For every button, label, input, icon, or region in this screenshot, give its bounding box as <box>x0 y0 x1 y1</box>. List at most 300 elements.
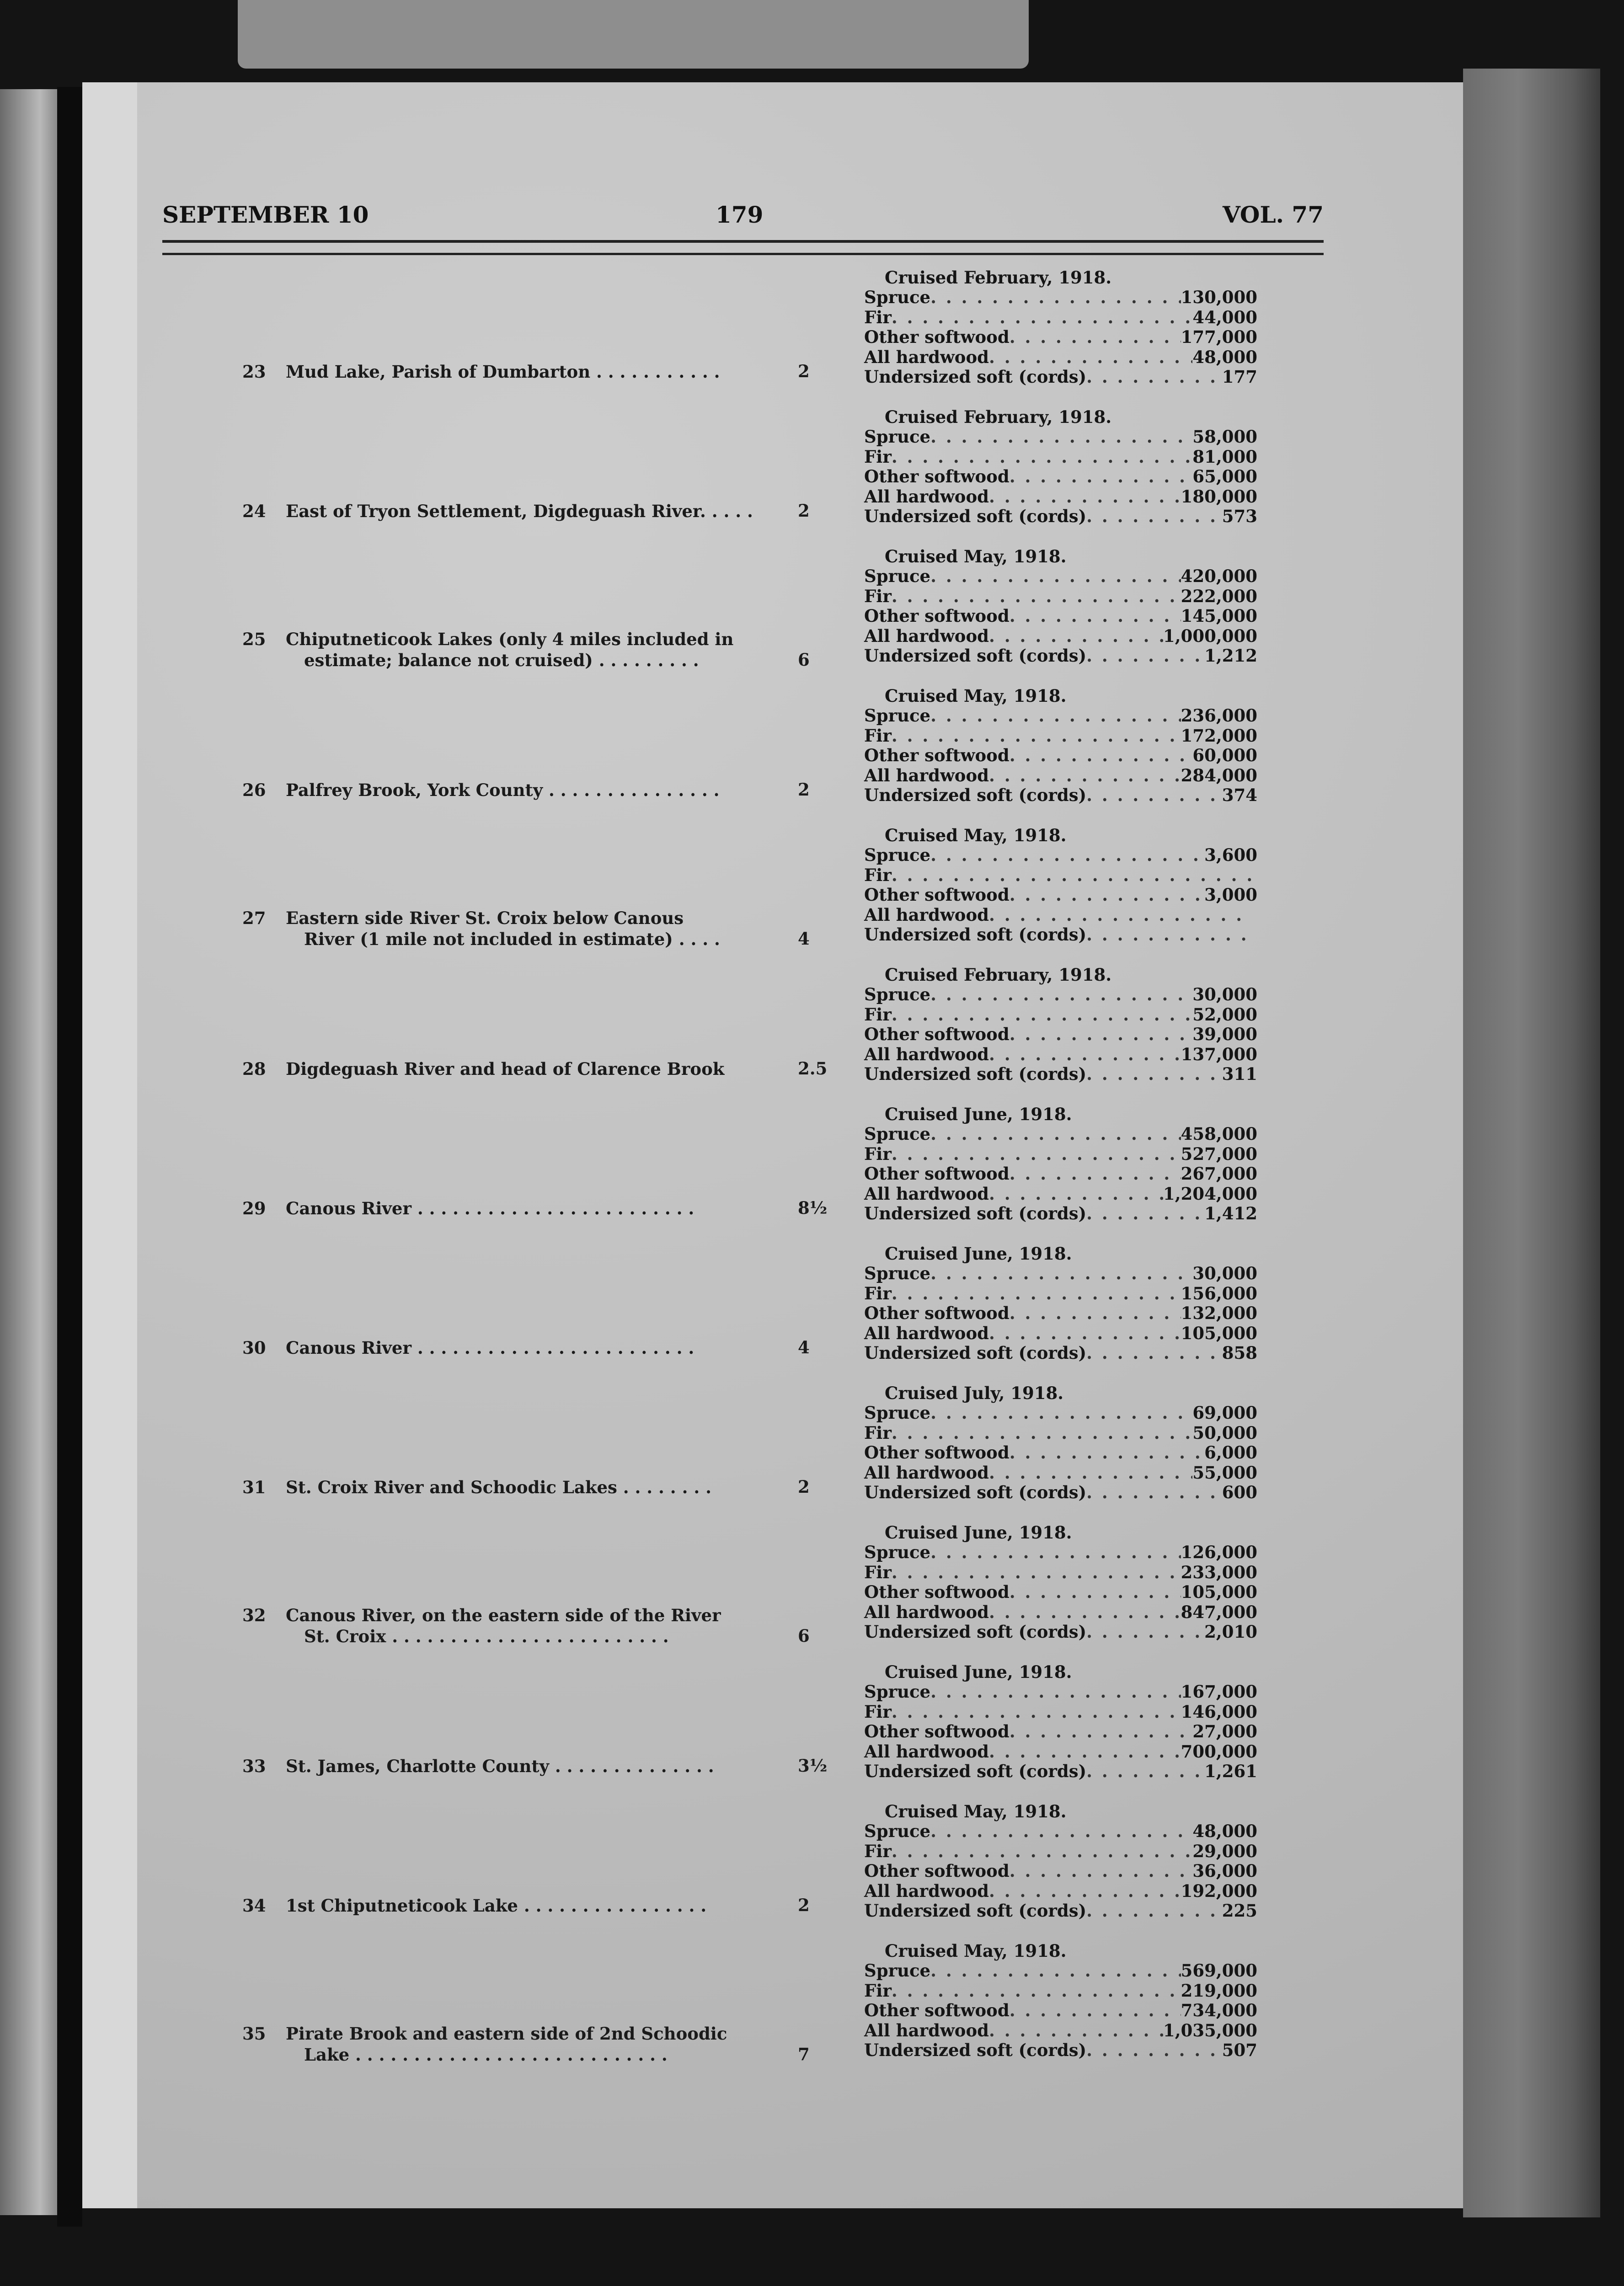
leader-dots <box>989 1463 1192 1483</box>
table-row <box>0 960 1624 1097</box>
timber-row <box>864 1025 1257 1045</box>
timber-quantity: 236,000 <box>1181 705 1257 726</box>
timber-row <box>864 327 1257 347</box>
leader-dots <box>989 1602 1181 1623</box>
location-line-continued <box>242 929 809 950</box>
timber-row <box>864 1483 1257 1503</box>
page-number: 179 <box>716 201 764 228</box>
entry-number: 35 <box>242 2024 266 2044</box>
table-row <box>0 1518 1624 1655</box>
location-name: Pirate Brook and eastern side of 2nd Schoodic <box>286 2024 727 2044</box>
timber-row <box>864 1343 1257 1363</box>
timber-type: Spruce <box>864 705 931 726</box>
timber-row <box>864 785 1257 806</box>
leader-dots <box>1010 1861 1193 1881</box>
area-miles: 2.5 <box>798 1058 828 1079</box>
timber-row <box>864 1842 1257 1862</box>
area-miles: 2 <box>798 501 810 521</box>
timber-row <box>864 288 1257 308</box>
leader-dots <box>930 1543 1181 1563</box>
entry-number: 26 <box>242 780 266 800</box>
timber-type: Undersized soft (cords) <box>864 785 1087 805</box>
location-line <box>242 780 809 801</box>
table-row <box>0 1100 1624 1237</box>
leader-dots <box>1086 785 1222 806</box>
timber-type: All hardwood <box>864 1602 989 1622</box>
table-row <box>0 1657 1624 1795</box>
area-miles: 6 <box>798 650 810 670</box>
timber-quantity: 58,000 <box>1192 427 1257 447</box>
timber-type: Undersized soft (cords) <box>864 1622 1087 1642</box>
timber-quantity: 180,000 <box>1181 486 1257 507</box>
leader-dots <box>1010 1722 1193 1742</box>
cruise-details <box>864 1244 1257 1363</box>
timber-quantity: 222,000 <box>1181 586 1257 606</box>
timber-row <box>864 2021 1257 2041</box>
leader-dots <box>892 447 1193 467</box>
timber-quantity <box>1253 905 1257 925</box>
leader-dots <box>989 1742 1181 1762</box>
timber-row <box>864 1324 1257 1344</box>
entry-number: 28 <box>242 1059 266 1079</box>
timber-row <box>864 706 1257 726</box>
area-miles: 3½ <box>798 1756 828 1776</box>
timber-row <box>864 1543 1257 1563</box>
timber-quantity: 126,000 <box>1181 1542 1257 1562</box>
timber-type: All hardwood <box>864 1183 989 1204</box>
timber-type: Fir <box>864 307 892 327</box>
timber-quantity: 420,000 <box>1181 566 1257 586</box>
timber-row <box>864 845 1257 865</box>
timber-quantity: 1,261 <box>1204 1761 1257 1781</box>
location-line <box>242 1756 809 1777</box>
timber-type: Undersized soft (cords) <box>864 1482 1087 1502</box>
timber-quantity: 573 <box>1222 506 1257 526</box>
timber-quantity: 3,000 <box>1204 885 1257 905</box>
location-cell <box>242 1337 809 1358</box>
location-name: estimate; balance not cruised) . . . . . . . . . <box>304 650 699 670</box>
table-row <box>0 681 1624 818</box>
timber-row <box>864 467 1257 487</box>
table-row <box>0 1378 1624 1516</box>
timber-row <box>864 1423 1257 1443</box>
timber-type: Spruce <box>864 845 931 865</box>
table-row <box>0 821 1624 958</box>
leader-dots <box>892 1423 1193 1443</box>
timber-type: Fir <box>864 1562 892 1582</box>
timber-quantity: 81,000 <box>1192 446 1257 467</box>
location-name: Lake . . . . . . . . . . . . . . . . . . . . . . . . . . . <box>304 2045 668 2065</box>
timber-type: Other softwood <box>864 327 1010 347</box>
timber-row <box>864 1184 1257 1204</box>
timber-row <box>864 347 1257 368</box>
timber-type: Fir <box>864 586 892 606</box>
cruise-details <box>864 1941 1257 2061</box>
timber-row <box>864 1981 1257 2001</box>
location-cell <box>242 501 809 522</box>
timber-type: Other softwood <box>864 466 1010 486</box>
timber-row <box>864 925 1257 945</box>
timber-row <box>864 1144 1257 1164</box>
cruise-date: Cruised May, 1918. <box>885 825 1067 845</box>
timber-type: Other softwood <box>864 1164 1010 1184</box>
timber-type: Spruce <box>864 1124 931 1144</box>
timber-row <box>864 566 1257 587</box>
timber-quantity: 27,000 <box>1192 1721 1257 1741</box>
page-header <box>162 201 1324 229</box>
timber-quantity: 569,000 <box>1181 1960 1257 1981</box>
leader-dots <box>892 1144 1181 1164</box>
timber-type: Fir <box>864 1980 892 2001</box>
entry-number: 25 <box>242 629 266 649</box>
leader-dots <box>1010 1443 1204 1463</box>
timber-quantity: 146,000 <box>1181 1701 1257 1722</box>
cruise-details <box>864 407 1257 527</box>
location-line <box>242 1058 809 1079</box>
cruise-date: Cruised February, 1918. <box>885 965 1112 985</box>
leader-dots <box>1086 646 1204 666</box>
timber-row <box>864 1682 1257 1702</box>
timber-type: Fir <box>864 1283 892 1303</box>
cruise-date: Cruised February, 1918. <box>885 267 1112 288</box>
timber-row <box>864 1463 1257 1483</box>
table-row <box>0 1797 1624 1934</box>
entry-number: 27 <box>242 908 266 928</box>
timber-type: Other softwood <box>864 2000 1010 2020</box>
leader-dots <box>930 1124 1181 1144</box>
entry-number: 29 <box>242 1198 266 1218</box>
leader-dots <box>1010 2001 1181 2021</box>
timber-row <box>864 1961 1257 1981</box>
location-line <box>242 1895 809 1916</box>
timber-type: Undersized soft (cords) <box>864 1343 1087 1363</box>
timber-type: Other softwood <box>864 606 1010 626</box>
leader-dots <box>1010 467 1193 487</box>
timber-row <box>864 1563 1257 1583</box>
leader-dots <box>989 1324 1181 1344</box>
cruise-date: Cruised July, 1918. <box>885 1383 1064 1403</box>
location-cell <box>242 908 809 950</box>
leader-dots <box>989 1184 1163 1204</box>
leader-dots <box>930 566 1181 587</box>
timber-quantity: 225 <box>1222 1901 1257 1921</box>
timber-type: Other softwood <box>864 1582 1010 1602</box>
timber-type: Fir <box>864 446 892 467</box>
timber-type: Spruce <box>864 1682 931 1702</box>
timber-type: Spruce <box>864 427 931 447</box>
timber-row <box>864 507 1257 527</box>
location-name: 1st Chiputneticook Lake . . . . . . . . . . . . . . . . <box>286 1896 707 1916</box>
location-line <box>242 2023 809 2044</box>
header-date: SEPTEMBER 10 <box>162 201 369 228</box>
timber-type: Spruce <box>864 566 931 586</box>
timber-row <box>864 1602 1257 1623</box>
cruise-date: Cruised February, 1918. <box>885 407 1112 427</box>
cruise-date: Cruised June, 1918. <box>885 1522 1072 1543</box>
timber-row <box>864 726 1257 746</box>
cruise-date: Cruised May, 1918. <box>885 686 1067 706</box>
timber-quantity: 172,000 <box>1181 725 1257 746</box>
timber-quantity: 858 <box>1222 1343 1257 1363</box>
leader-dots <box>1086 1343 1222 1363</box>
location-line <box>242 629 809 650</box>
leader-dots <box>1010 1164 1181 1184</box>
timber-quantity: 527,000 <box>1181 1143 1257 1164</box>
timber-row <box>864 1303 1257 1324</box>
leader-dots <box>989 1881 1181 1901</box>
timber-quantity: 55,000 <box>1192 1462 1257 1483</box>
timber-row <box>864 427 1257 447</box>
location-line <box>242 1477 809 1498</box>
leader-dots <box>930 845 1204 865</box>
timber-row <box>864 865 1257 886</box>
location-name: Palfrey Brook, York County . . . . . . . . . . . . . . . <box>286 780 720 800</box>
timber-row <box>864 587 1257 607</box>
timber-row <box>864 1722 1257 1742</box>
leader-dots <box>989 2021 1163 2041</box>
timber-quantity: 50,000 <box>1192 1422 1257 1443</box>
timber-quantity: 1,212 <box>1204 646 1257 666</box>
leader-dots <box>930 1403 1192 1423</box>
timber-type: All hardwood <box>864 2020 989 2040</box>
timber-quantity: 233,000 <box>1181 1562 1257 1582</box>
location-line <box>242 501 809 522</box>
timber-quantity: 30,000 <box>1192 1263 1257 1283</box>
timber-type: All hardwood <box>864 1044 989 1064</box>
cruise-details <box>864 1662 1257 1782</box>
entry-number: 23 <box>242 362 266 382</box>
timber-quantity: 284,000 <box>1181 765 1257 785</box>
timber-quantity: 105,000 <box>1181 1582 1257 1602</box>
timber-quantity <box>1253 865 1257 886</box>
leader-dots <box>892 1842 1193 1862</box>
timber-row <box>864 447 1257 467</box>
leader-dots <box>892 865 1253 886</box>
timber-quantity: 156,000 <box>1181 1283 1257 1303</box>
leader-dots <box>930 985 1192 1005</box>
timber-row <box>864 1443 1257 1463</box>
timber-type: Spruce <box>864 1821 931 1841</box>
location-cell <box>242 1198 809 1219</box>
cruise-details <box>864 1522 1257 1642</box>
timber-quantity: 130,000 <box>1181 287 1257 307</box>
cruise-details <box>864 1801 1257 1921</box>
table-row <box>0 542 1624 679</box>
timber-quantity: 2,010 <box>1204 1622 1257 1642</box>
leader-dots <box>1086 1762 1204 1782</box>
timber-type: All hardwood <box>864 904 989 925</box>
timber-row <box>864 1005 1257 1025</box>
timber-quantity: 1,204,000 <box>1163 1183 1257 1204</box>
location-cell <box>242 1895 809 1916</box>
entry-number: 30 <box>242 1338 266 1358</box>
leader-dots <box>892 1284 1181 1304</box>
timber-quantity: 192,000 <box>1181 1880 1257 1901</box>
timber-row <box>864 2001 1257 2021</box>
cruise-date: Cruised May, 1918. <box>885 546 1067 566</box>
leader-dots <box>989 487 1181 507</box>
leader-dots <box>892 1005 1193 1025</box>
leader-dots <box>1086 925 1253 945</box>
timber-row <box>864 885 1257 905</box>
timber-quantity: 177,000 <box>1181 327 1257 347</box>
timber-type: Other softwood <box>864 1303 1010 1323</box>
location-cell <box>242 629 809 671</box>
timber-type: Fir <box>864 725 892 746</box>
leader-dots <box>930 427 1192 447</box>
timber-type: Fir <box>864 1004 892 1025</box>
area-miles: 2 <box>798 1895 810 1915</box>
area-miles: 4 <box>798 1337 810 1357</box>
timber-row <box>864 1901 1257 1921</box>
leader-dots <box>1010 1582 1181 1602</box>
timber-row <box>864 985 1257 1005</box>
location-line-continued <box>242 1626 809 1647</box>
leader-dots <box>930 1821 1192 1842</box>
location-line-continued <box>242 2044 809 2065</box>
leader-dots <box>930 1961 1181 1981</box>
timber-quantity: 48,000 <box>1192 1821 1257 1841</box>
timber-type: Fir <box>864 1143 892 1164</box>
leader-dots <box>930 1264 1192 1284</box>
background-card <box>238 0 1029 69</box>
entry-number: 33 <box>242 1756 266 1776</box>
timber-type: All hardwood <box>864 1462 989 1483</box>
cruise-date: Cruised June, 1918. <box>885 1662 1072 1682</box>
timber-type: Undersized soft (cords) <box>864 1901 1087 1921</box>
timber-row <box>864 1264 1257 1284</box>
timber-row <box>864 1622 1257 1642</box>
timber-type: All hardwood <box>864 625 989 646</box>
timber-row <box>864 1762 1257 1782</box>
timber-row <box>864 905 1257 925</box>
location-cell <box>242 780 809 801</box>
timber-quantity: 700,000 <box>1181 1741 1257 1762</box>
timber-quantity: 1,035,000 <box>1163 2020 1257 2040</box>
timber-quantity: 36,000 <box>1192 1861 1257 1881</box>
timber-quantity: 847,000 <box>1181 1602 1257 1622</box>
entry-number: 32 <box>242 1605 266 1625</box>
timber-quantity: 52,000 <box>1192 1004 1257 1025</box>
location-line <box>242 1337 809 1358</box>
timber-type: Other softwood <box>864 745 1010 765</box>
timber-type: Undersized soft (cords) <box>864 1761 1087 1781</box>
header-rule <box>162 240 1324 255</box>
leader-dots <box>1086 1204 1204 1224</box>
timber-type: Undersized soft (cords) <box>864 924 1087 945</box>
timber-row <box>864 646 1257 666</box>
location-name: Canous River . . . . . . . . . . . . . . . . . . . . . . . . <box>286 1198 694 1218</box>
table-row <box>0 263 1624 400</box>
timber-type: Undersized soft (cords) <box>864 1064 1087 1084</box>
leader-dots <box>1086 1622 1204 1642</box>
timber-type: Other softwood <box>864 1721 1010 1741</box>
location-name: East of Tryon Settlement, Digdeguash River. . . . . <box>286 501 753 521</box>
leader-dots <box>930 706 1181 726</box>
leader-dots <box>892 726 1181 746</box>
leader-dots <box>989 766 1181 786</box>
cruise-details <box>864 1383 1257 1503</box>
timber-quantity: 374 <box>1222 785 1257 805</box>
leader-dots <box>1010 1025 1193 1045</box>
timber-row <box>864 1582 1257 1602</box>
timber-row <box>864 746 1257 766</box>
timber-quantity: 6,000 <box>1204 1442 1257 1463</box>
timber-quantity: 458,000 <box>1181 1124 1257 1144</box>
leader-dots <box>930 1682 1181 1702</box>
timber-row <box>864 308 1257 328</box>
timber-quantity: 600 <box>1222 1482 1257 1502</box>
timber-type: All hardwood <box>864 1880 989 1901</box>
timber-row <box>864 1164 1257 1184</box>
location-line <box>242 1198 809 1219</box>
location-name: Chiputneticook Lakes (only 4 miles included in <box>286 629 734 649</box>
timber-quantity: 48,000 <box>1192 347 1257 367</box>
timber-quantity: 3,600 <box>1204 845 1257 865</box>
timber-type: Fir <box>864 1701 892 1722</box>
timber-type: Spruce <box>864 287 931 307</box>
cruise-details <box>864 1104 1257 1224</box>
timber-quantity: 69,000 <box>1192 1403 1257 1423</box>
location-cell <box>242 1605 809 1647</box>
location-name: Eastern side River St. Croix below Canous <box>286 908 684 928</box>
entry-number: 34 <box>242 1896 266 1916</box>
location-line <box>242 1605 809 1626</box>
timber-quantity: 60,000 <box>1192 745 1257 765</box>
timber-type: Other softwood <box>864 1861 1010 1881</box>
leader-dots <box>989 1045 1181 1065</box>
location-name: Canous River . . . . . . . . . . . . . . . . . . . . . . . . <box>286 1338 694 1358</box>
timber-row <box>864 1861 1257 1881</box>
timber-quantity: 311 <box>1222 1064 1257 1084</box>
leader-dots <box>989 905 1253 925</box>
location-cell <box>242 1756 809 1777</box>
area-miles: 6 <box>798 1626 810 1646</box>
timber-quantity <box>1253 925 1257 945</box>
timber-type: Undersized soft (cords) <box>864 506 1087 526</box>
leader-dots <box>1086 367 1222 387</box>
location-cell <box>242 1477 809 1498</box>
location-name: St. Croix River and Schoodic Lakes . . . . . . . . <box>286 1477 711 1497</box>
timber-quantity: 177 <box>1222 367 1257 387</box>
location-line-continued <box>242 650 809 671</box>
location-name: Canous River, on the eastern side of the River <box>286 1605 721 1625</box>
timber-quantity: 29,000 <box>1192 1841 1257 1861</box>
timber-type: Undersized soft (cords) <box>864 367 1087 387</box>
leader-dots <box>892 308 1193 328</box>
entry-number: 24 <box>242 501 266 521</box>
timber-row <box>864 1064 1257 1084</box>
timber-type: Other softwood <box>864 1024 1010 1044</box>
cruise-details <box>864 825 1257 945</box>
timber-type: Other softwood <box>864 1442 1010 1463</box>
leader-dots <box>1086 1901 1222 1921</box>
area-miles: 2 <box>798 780 810 800</box>
timber-quantity: 734,000 <box>1181 2000 1257 2020</box>
location-name: St. Croix . . . . . . . . . . . . . . . . . . . . . . . . <box>304 1626 669 1646</box>
timber-type: Undersized soft (cords) <box>864 1203 1087 1223</box>
timber-type: All hardwood <box>864 1741 989 1762</box>
timber-row <box>864 2040 1257 2061</box>
timber-type: All hardwood <box>864 1323 989 1343</box>
timber-type: Fir <box>864 1422 892 1443</box>
leader-dots <box>1086 1483 1222 1503</box>
timber-row <box>864 626 1257 646</box>
cruise-date: Cruised June, 1918. <box>885 1104 1072 1124</box>
timber-quantity: 65,000 <box>1192 466 1257 486</box>
timber-quantity: 1,000,000 <box>1163 625 1257 646</box>
cruise-date: Cruised May, 1918. <box>885 1941 1067 1961</box>
